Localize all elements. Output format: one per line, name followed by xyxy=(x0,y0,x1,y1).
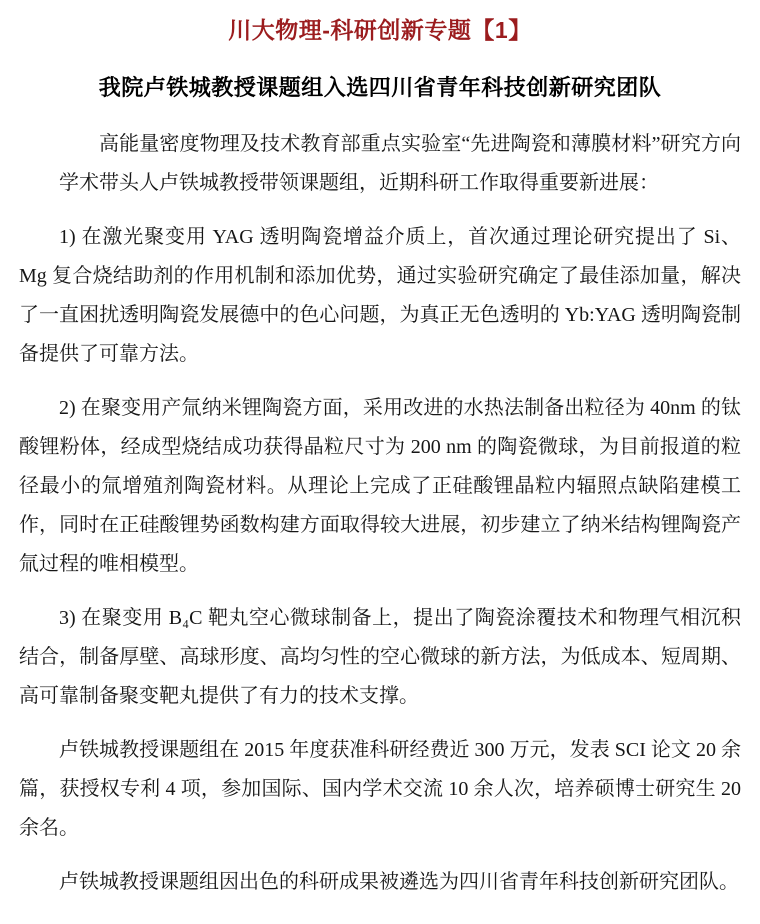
item-1-paragraph: 1) 在激光聚变用 YAG 透明陶瓷增益介质上，首次通过理论研究提出了 Si、Mg 复合烧结助剂的作用机制和添加优势，通过实验研究确定了最佳添加量，解决了一直困扰透明陶瓷发展德中的色心问题，为真正无色透明的 Yb:YAG 透明陶瓷制备提供了可靠方法。 xyxy=(19,226,741,365)
team-selection-paragraph: 卢铁城教授课题组因出色的科研成果被遴选为四川省青年科技创新研究团队。 xyxy=(59,871,739,893)
document-body xyxy=(19,125,741,902)
item-2-paragraph: 2) 在聚变用产氚纳米锂陶瓷方面，采用改进的水热法制备出粒径为 40nm 的钛酸锂粉体，经成型烧结成功获得晶粒尺寸为 200 nm 的陶瓷微球，为目前报道的粒径最小的氚增殖剂陶瓷材料。从理论上完成了正硅酸锂晶粒内辐照点缺陷建模工作，同时在正硅酸锂势函数构建方面取得较大进展，初步建立了纳米结构锂陶瓷产氚过程的唯相模型。 xyxy=(19,397,741,575)
item-3-paragraph: 3) 在聚变用 B₄C 靶丸空心微球制备上，提出了陶瓷涂覆技术和物理气相沉积结合，制备厚壁、高球形度、高均匀性的空心微球的新方法，为低成本、短周期、高可靠制备聚变靶丸提供了有力的技术支撑。 xyxy=(19,607,741,707)
document-subtitle: 我院卢铁城教授课题组入选四川省青年科技创新研究团队 xyxy=(98,75,662,100)
document-title: 川大物理-科研创新专题【1】 xyxy=(228,17,532,43)
funding-summary-paragraph: 卢铁城教授课题组在 2015 年度获准科研经费近 300 万元，发表 SCI 论文 20 余篇，获授权专利 4 项，参加国际、国内学术交流 10 余人次，培养硕博士研究生 20 余名。 xyxy=(19,739,741,839)
intro-paragraph: 高能量密度物理及技术教育部重点实验室“先进陶瓷和薄膜材料”研究方向学术带头人卢铁城教授带领课题组，近期科研工作取得重要新进展： xyxy=(59,133,741,194)
